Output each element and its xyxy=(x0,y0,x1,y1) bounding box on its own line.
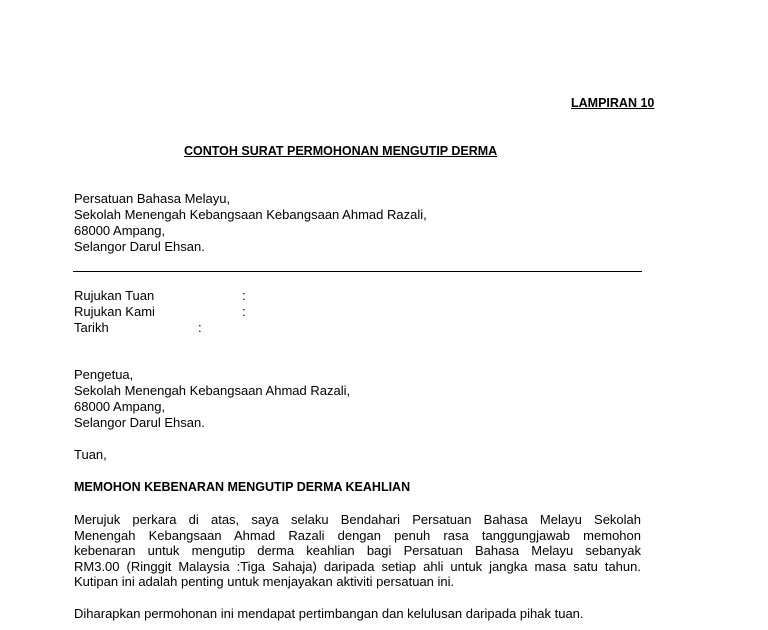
recipient-address-line: 68000 Ampang, xyxy=(74,399,166,414)
recipient-address-line: Sekolah Menengah Kebangsaan Ahmad Razali, xyxy=(74,383,351,398)
recipient-address-line: Selangor Darul Ehsan. xyxy=(74,415,205,430)
body-paragraph-line: Kutipan ini adalah penting untuk menjayakan aktiviti persatuan ini. xyxy=(74,574,455,589)
sender-address-line: 68000 Ampang, xyxy=(74,223,166,238)
body-paragraph-line: RM3.00 (Ringgit Malaysia :Tiga Sahaja) daripada setiap ahli untuk jangka masa satu tahun. xyxy=(74,558,641,574)
closing-paragraph: Diharapkan permohonan ini mendapat pertimbangan dan kelulusan daripada pihak tuan. xyxy=(74,606,584,621)
attachment-label: LAMPIRAN 10 xyxy=(571,96,655,110)
date-label: Tarikh xyxy=(74,320,109,335)
date-colon: : xyxy=(198,320,202,335)
letter-title: CONTOH SURAT PERMOHONAN MENGUTIP DERMA xyxy=(184,144,498,158)
body-paragraph-line: Merujuk perkara di atas, saya selaku Bendahari Persatuan Bahasa Melayu Sekolah xyxy=(74,512,641,527)
our-reference-label: Rujukan Kami xyxy=(74,304,155,319)
body-paragraph-line: Menengah Kebangsaan Ahmad Razali dengan penuh rasa tanggungjawab memohon xyxy=(74,527,641,543)
sender-address-line: Persatuan Bahasa Melayu, xyxy=(74,191,231,206)
body-paragraph xyxy=(74,512,641,590)
header-divider xyxy=(73,271,642,272)
letter-subject: MEMOHON KEBENARAN MENGUTIP DERMA KEAHLIAN xyxy=(74,480,411,494)
recipient-address xyxy=(74,367,350,431)
sender-address-line: Selangor Darul Ehsan. xyxy=(74,239,205,254)
sender-address-line: Sekolah Menengah Kebangsaan Kebangsaan Ahmad Razali, xyxy=(74,207,427,222)
sender-address xyxy=(74,191,427,255)
our-reference-colon: : xyxy=(242,304,246,319)
your-reference-label: Rujukan Tuan xyxy=(74,288,155,303)
salutation: Tuan, xyxy=(74,447,107,462)
recipient-address-line: Pengetua, xyxy=(74,367,134,382)
your-reference-colon: : xyxy=(242,288,246,303)
body-paragraph-line: kebenaran untuk mengutip derma keahlian bagi Persatuan Bahasa Melayu sebanyak xyxy=(74,543,641,558)
